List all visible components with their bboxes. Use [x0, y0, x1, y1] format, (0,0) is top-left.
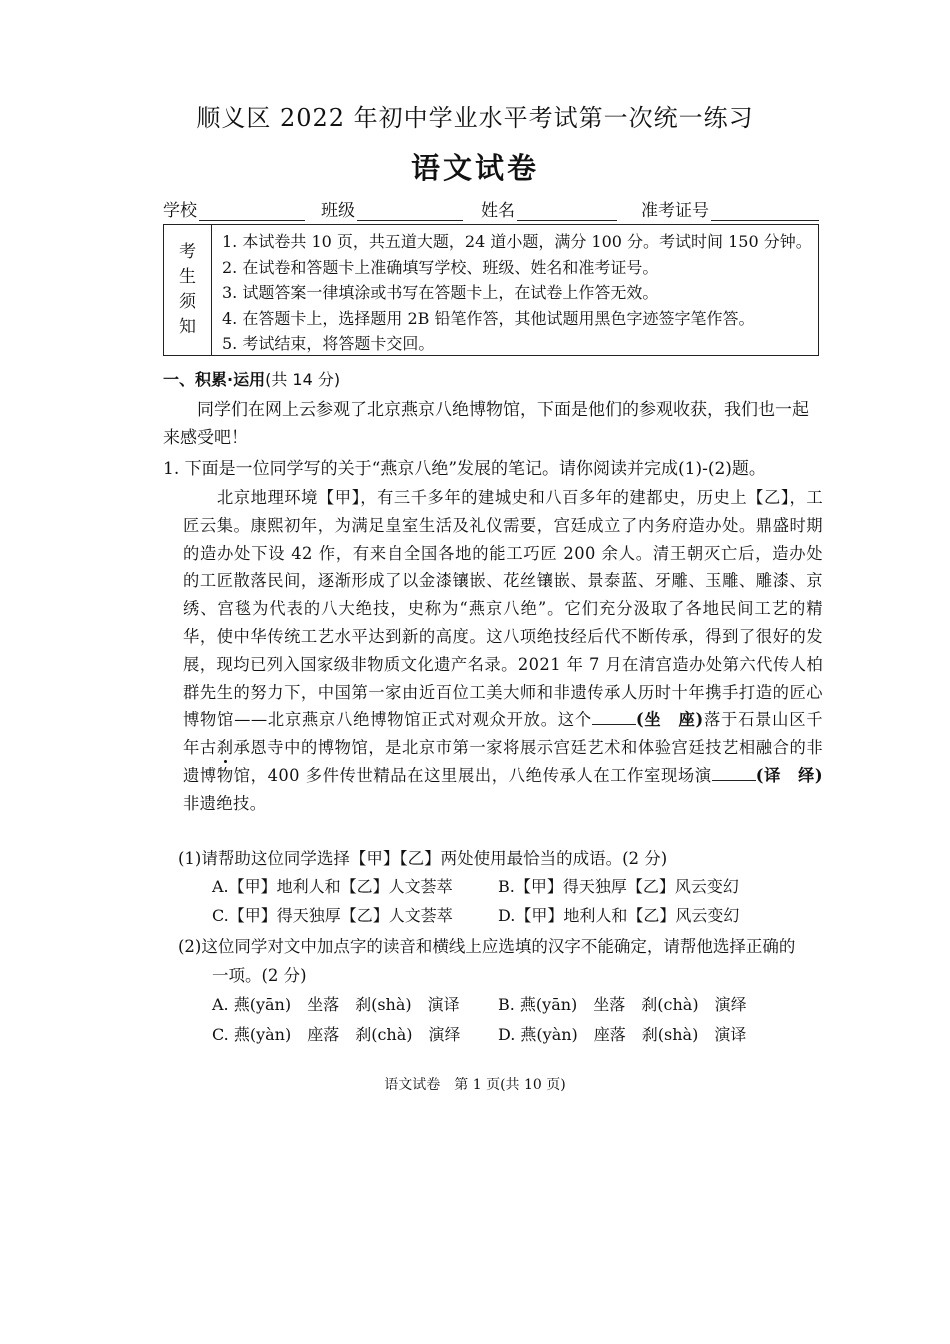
- candidate-notice-box: [163, 224, 819, 356]
- section-score: (共 14 分): [265, 370, 341, 389]
- option-c[interactable]: C.【甲】得天独厚【乙】人文荟萃: [212, 906, 453, 925]
- dotted-character: 刹: [216, 738, 234, 758]
- school-field: [163, 196, 305, 221]
- subquestion-2-stem-cont: 一项。(2 分): [212, 966, 307, 985]
- question-1-stem: 1. 下面是一位同学写的关于“燕京八绝”发展的笔记。请你阅读并完成(1)-(2)题。: [163, 459, 766, 479]
- answer-blank: [592, 710, 636, 725]
- option-b[interactable]: B. 燕(yān) 坐落 刹(chà) 演绎: [498, 995, 747, 1014]
- notice-item: 5. 考试结束，将答题卡交回。: [222, 334, 435, 353]
- notice-item: 4. 在答题卡上，选择题用 2B 铅笔作答，其他试题用黑色字迹签字笔作答。: [222, 308, 755, 328]
- section-intro: 同学们在网上云参观了北京燕京八绝博物馆，下面是他们的参观收获，我们也一起来感受吧！: [163, 400, 809, 448]
- page-footer: 语文试卷 第 1 页(共 10 页): [384, 1077, 566, 1093]
- section-title: 一、积累·运用: [163, 370, 266, 389]
- notice-items: [222, 229, 812, 357]
- name-label: 姓名: [481, 201, 515, 221]
- option-a[interactable]: A. 燕(yān) 坐落 刹(shà) 演译: [212, 995, 460, 1014]
- school-label: 学校: [163, 201, 197, 221]
- subquestion-1-stem: (1)请帮助这位同学选择【甲】【乙】两处使用最恰当的成语。(2 分): [178, 849, 668, 868]
- section-heading: [163, 367, 340, 390]
- student-info-fields: [163, 196, 823, 220]
- subquestion-2-stem: (2)这位同学对文中加点字的读音和横线上应选填的汉字不能确定，请帮他选择正确的: [178, 937, 796, 956]
- name-field: [481, 196, 617, 221]
- notice-item: 1. 本试卷共 10 页，共五道大题，24 道小题，满分 100 分。考试时间 150 分钟。: [222, 232, 812, 251]
- option-d[interactable]: D. 燕(yàn) 座落 刹(shà) 演译: [498, 1025, 747, 1044]
- option-a[interactable]: A.【甲】地利人和【乙】人文荟萃: [212, 877, 453, 896]
- option-c[interactable]: C. 燕(yàn) 座落 刹(chà) 演绎: [212, 1025, 461, 1044]
- class-field: [321, 196, 463, 221]
- notice-label: 考 生 须 知: [164, 225, 212, 355]
- choice-yi: (译 绎): [755, 765, 823, 785]
- notice-item: 2. 在试卷和答题卡上准确填写学校、班级、姓名和准考证号。: [222, 257, 659, 277]
- exam-subject-title: 语文试卷: [410, 151, 539, 185]
- exam-number-blank[interactable]: [711, 204, 819, 221]
- option-b[interactable]: B.【甲】得天独厚【乙】风云变幻: [498, 877, 739, 896]
- exam-number-field: [641, 196, 819, 221]
- answer-blank: [712, 766, 756, 781]
- exam-title: 顺义区 2022 年初中学业水平考试第一次统一练习: [196, 104, 754, 132]
- class-label: 班级: [321, 201, 355, 221]
- name-blank[interactable]: [517, 204, 617, 221]
- school-blank[interactable]: [199, 204, 305, 221]
- class-blank[interactable]: [357, 204, 463, 221]
- notice-item: 3. 试题答案一律填涂或书写在答题卡上，在试卷上作答无效。: [222, 283, 659, 302]
- exam-number-label: 准考证号: [641, 201, 709, 221]
- reading-passage: 北京地理环境【甲】，有三千多年的建城史和八百多年的建都史，历史上【乙】，工匠云集。康熙初年，为满足皇室生活及礼仪需要，宫廷成立了内务府造办处。鼎盛时期的造办处下设 42 作，有来自全国各地的能工巧匠 200 余人。清王朝灭亡后，造办处的工匠散落民间，逐渐形成了以金漆镶嵌、花丝镶嵌、景泰蓝、牙雕、玉雕、雕漆、京绣、宫毯为代表的八大绝技，史称为“燕京八绝”。它们充分汲取了各地民间工艺的精华，使中华传统工艺水平达到新的高度。这八项绝技经后代不断传承，得到了很好的发展，现均已列入国家级非物质文化遗产名录。2021 年 7 月在清宫造办处第六代传人柏群先生的努力下，中国第一家由近百位工美大师和非遗传承人历时十年携手打造的匠心博物馆——北京燕京八绝博物馆正式对观众开放。这个 (坐 座)落于石景山区千年古刹承恩寺中的博物馆，是北京市第一家将展示宫廷艺术和体验宫廷技艺相融合的非遗博物馆，400 多件传世精品在这里展出，八绝传承人在工作室现场演 (译 绎)非遗绝技。: [183, 488, 823, 813]
- option-d[interactable]: D.【甲】地利人和【乙】风云变幻: [498, 906, 740, 925]
- choice-zuo: (坐 座): [635, 710, 704, 730]
